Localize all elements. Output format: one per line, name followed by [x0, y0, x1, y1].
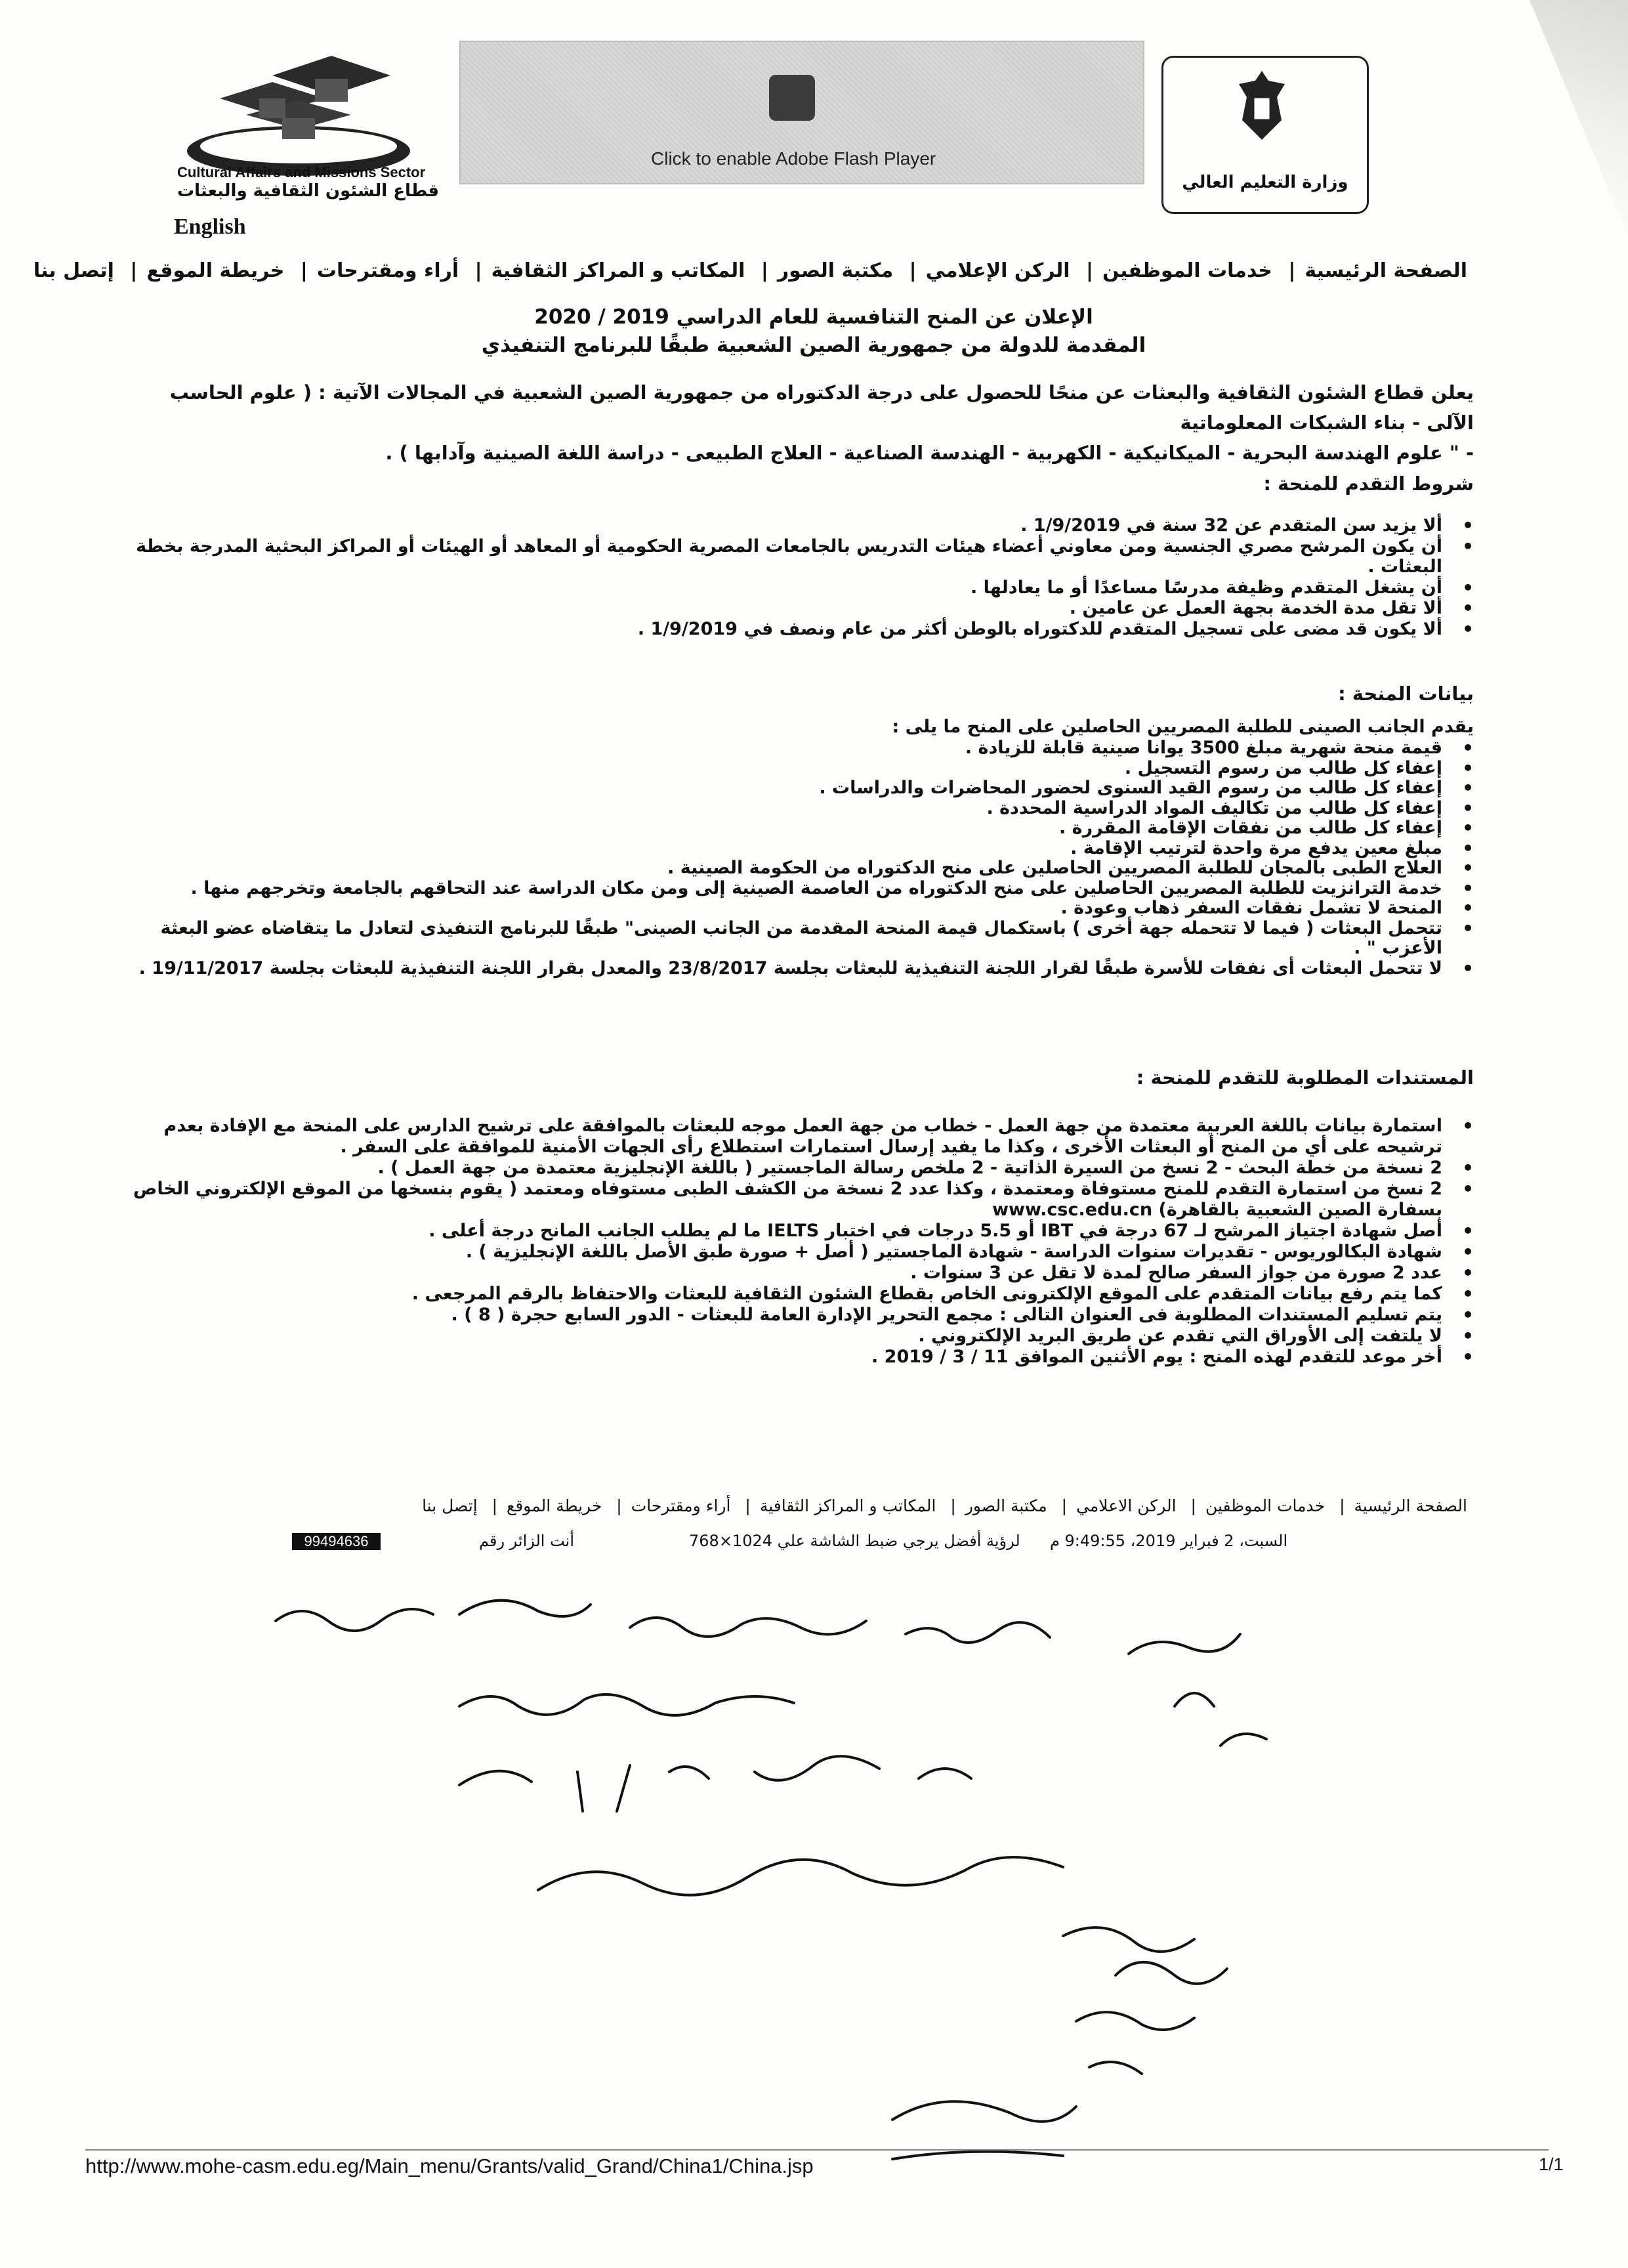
footer-nav-media[interactable]: الركن الاعلامي: [1076, 1496, 1177, 1515]
logo-caption-ar: قطاع الشئون الثقافية والبعثات: [177, 181, 440, 201]
nav-media[interactable]: الركن الإعلامي: [925, 259, 1070, 282]
list-item: • لا يلتفت إلى الأوراق التي تقدم عن طريق البريد الإلكتروني .: [109, 1326, 1474, 1347]
conditions-list: [109, 515, 1474, 639]
grant-intro: يقدم الجانب الصينى للطلبة المصريين الحاصلين على المنح ما يلى :: [892, 717, 1474, 737]
list-item: • المنحة لا تشمل نفقات السفر ذهاب وعودة .: [109, 898, 1474, 919]
grant-heading: بيانات المنحة :: [1338, 682, 1474, 705]
footer-nav-home[interactable]: الصفحة الرئيسية: [1354, 1496, 1467, 1515]
announcement-intro: [122, 377, 1474, 468]
visitor-label: أنت الزائر رقم: [479, 1532, 575, 1550]
flash-prompt[interactable]: Click to enable Adobe Flash Player: [651, 148, 936, 169]
nav-staff-services[interactable]: خدمات الموظفين: [1102, 259, 1272, 282]
top-nav: الصفحة الرئيسية| خدمات الموظفين| الركن الإعلامي| مكتبة الصور| المكاتب و المراكز الثقافية| أراء ومقترحات| خريطة الموقع| إتصل بنا: [33, 259, 1467, 282]
grant-list: [109, 738, 1474, 978]
list-item: • خدمة الترانزيت للطلبة المصريين الحاصلين على منح الدكتوراه من العاصمة الصينية إلى ومن مكان الدراسة عند التحاقهم بالجامعة وتخرجهم منها .: [109, 879, 1474, 899]
list-item: • 2 نسخ من استمارة التقدم للمنح مستوفاة ومعتمدة ، وكذا عدد 2 نسخة من الكشف الطبى مستوفاه ومعتمد ( يقوم بنسخها من الموقع الإلكتروني الخاص بسفارة الصين الشعبية بالقاهرة) www.csc.edu.cn: [109, 1179, 1474, 1221]
list-item: • ألا تقل مدة الخدمة بجهة العمل عن عامين .: [109, 598, 1474, 619]
flash-placeholder[interactable]: [459, 41, 1144, 184]
list-item: • إعفاء كل طالب من رسوم القيد السنوى لحضور المحاضرات والدراسات .: [109, 778, 1474, 799]
logo-caption-en: Cultural Affairs and Missions Sector: [177, 164, 426, 180]
list-item: • العلاج الطبى بالمجان للطلبة المصريين الحاصلين على منح الدكتوراه من الحكومة الصينية .: [109, 858, 1474, 879]
footer-nav-sitemap[interactable]: خريطة الموقع: [507, 1496, 602, 1515]
documents-heading: المستندات المطلوبة للتقدم للمنحة :: [1136, 1066, 1474, 1089]
screen-resolution-note: لرؤية أفضل يرجي ضبط الشاشة علي 1024×768: [689, 1532, 1020, 1550]
list-item: • كما يتم رفع بيانات المتقدم على الموقع الإلكترونى الخاص بقطاع الشئون الثقافية للبعثات والاحتفاظ بالرقم المرجعى .: [109, 1284, 1474, 1305]
print-url: http://www.mohe-casm.edu.eg/Main_menu/Grants/valid_Grand/China1/China.jsp: [85, 2154, 814, 2177]
footer-nav: الصفحة الرئيسية| خدمات الموظفين| الركن الاعلامي| مكتبة الصور| المكاتب و المراكز الثقافية| أراء ومقترحات| خريطة الموقع| إتصل بنا: [422, 1496, 1467, 1515]
list-item: • عدد 2 صورة من جواز السفر صالح لمدة لا تقل عن 3 سنوات .: [109, 1263, 1474, 1284]
list-item: • أن يكون المرشح مصري الجنسية ومن معاوني أعضاء هيئات التدريس بالجامعات المصرية الحكومية أو المعاهد أو الهيئات أو المراكز البحثية المدرجة بخطة البعثات .: [109, 536, 1474, 578]
english-link[interactable]: English: [174, 215, 246, 239]
list-item: • استمارة بيانات باللغة العربية معتمدة من جهة العمل - خطاب من جهة العمل موجه للبعثات بالموافقة على ترشيح الدارس على المنحة مع الإفادة بعدم ترشيحه على أي من المنح أو البعثات الأخرى ، وكذا ما يفيد إرسال استمارات استطلاع رأى الجهات الأمنية للموافقة على السفر .: [109, 1116, 1474, 1158]
list-item: • لا تتحمل البعثات أى نفقات للأسرة طبقًا لقرار اللجنة التنفيذية للبعثات بجلسة 23/8/2017 والمعدل بقرار اللجنة التنفيذية للبعثات بجلسة 19/11/2017 .: [109, 959, 1474, 979]
announcement-title: الإعلان عن المنح التنافسية للعام الدراسي 2019 / 2020: [534, 305, 1093, 329]
footer-nav-offices[interactable]: المكاتب و المراكز الثقافية: [759, 1496, 936, 1515]
intro-line-2: - " علوم الهندسة البحرية - الميكانيكية - الكهربية - الهندسة الصناعية - العلاج الطبيعى - دراسة اللغة الصينية وآدابها ) .: [385, 442, 1474, 464]
footer-nav-feedback[interactable]: أراء ومقترحات: [631, 1496, 731, 1515]
conditions-heading: شروط التقدم للمنحة :: [1263, 472, 1474, 495]
list-item: • مبلغ معين يدفع مرة واحدة لترتيب الإقامة .: [109, 839, 1474, 859]
nav-sitemap[interactable]: خريطة الموقع: [146, 259, 285, 282]
list-item: • ألا يكون قد مضى على تسجيل المتقدم للدكتوراه بالوطن أكثر من عام ونصف في 1/9/2019 .: [109, 619, 1474, 640]
list-item: • يتم تسليم المستندات المطلوبة فى العنوان التالى : مجمع التحرير الإدارة العامة للبعثات - الدور السابع حجرة ( 8 ) .: [109, 1305, 1474, 1326]
list-item: • إعفاء كل طالب من تكاليف المواد الدراسية المحددة .: [109, 799, 1474, 819]
list-item: • قيمة منحة شهرية مبلغ 3500 يوانا صينية قابلة للزيادة .: [109, 738, 1474, 759]
nav-offices[interactable]: المكاتب و المراكز الثقافية: [491, 259, 745, 282]
footer-nav-photo-library[interactable]: مكتبة الصور: [965, 1496, 1047, 1515]
page-fold: [1530, 0, 1628, 236]
current-date: السبت، 2 فبراير 2019، 9:49:55 م: [1050, 1532, 1288, 1550]
list-item: • شهادة البكالوريوس - تقديرات سنوات الدراسة - شهادة الماجستير ( أصل + صورة طبق الأصل باللغة الإنجليزية ) .: [109, 1242, 1474, 1263]
list-item: • أصل شهادة اجتياز المرشح لـ 67 درجة في IBT أو 5.5 درجات في اختبار IELTS ما لم يطلب الجانب المانح درجة أعلى .: [109, 1221, 1474, 1242]
nav-feedback[interactable]: أراء ومقترحات: [316, 259, 459, 282]
puzzle-icon: [769, 75, 815, 121]
intro-line-1: يعلن قطاع الشئون الثقافية والبعثات عن منحًا للحصول على درجة الدكتوراه من جمهورية الصين الشعبية في المجالات الآتية : ( علوم الحاسب الآلى - بناء الشبكات المعلوماتية: [169, 381, 1474, 434]
ministry-emblem: [1161, 56, 1369, 214]
documents-list: [109, 1116, 1474, 1368]
footer-nav-staff-services[interactable]: خدمات الموظفين: [1205, 1496, 1325, 1515]
emblem-caption: وزارة التعليم العالي: [1182, 173, 1348, 192]
list-item: • أخر موعد للتقدم لهذه المنح : يوم الأثنين الموافق 11 / 3 / 2019 .: [109, 1347, 1474, 1368]
list-item: • إعفاء كل طالب من رسوم التسجيل .: [109, 759, 1474, 779]
visitor-counter: 99494636: [292, 1533, 381, 1550]
nav-home[interactable]: الصفحة الرئيسية: [1304, 259, 1467, 282]
footer-nav-contact[interactable]: إتصل بنا: [422, 1496, 478, 1515]
print-footer-divider: [85, 2149, 1549, 2151]
list-item: • تتحمل البعثات ( فيما لا تتحمله جهة أخرى ) باستكمال قيمة المنحة المقدمة من الجانب الصينى" طبقًا للبرنامج التنفيذى لتعادل ما يتقاضاه عضو البعثة الأعزب " .: [109, 919, 1474, 959]
list-item: • ألا يزيد سن المتقدم عن 32 سنة في 1/9/2019 .: [109, 515, 1474, 536]
list-item: • 2 نسخة من خطة البحث - 2 نسخ من السيرة الذاتية - 2 ملخص رسالة الماجستير ( باللغة الإنجليزية معتمدة من جهة العمل ) .: [109, 1158, 1474, 1179]
list-item: • أن يشغل المتقدم وظيفة مدرسًا مساعدًا أو ما يعادلها .: [109, 578, 1474, 598]
eagle-icon: [1232, 68, 1291, 146]
nav-photo-library[interactable]: مكتبة الصور: [777, 259, 894, 282]
nav-contact[interactable]: إتصل بنا: [33, 259, 114, 282]
page-number: 1/1: [1539, 2154, 1564, 2174]
list-item: • إعفاء كل طالب من نفقات الإقامة المقررة .: [109, 818, 1474, 839]
announcement-subtitle: المقدمة للدولة من جمهورية الصين الشعبية طبقًا للبرنامج التنفيذي: [481, 333, 1146, 357]
